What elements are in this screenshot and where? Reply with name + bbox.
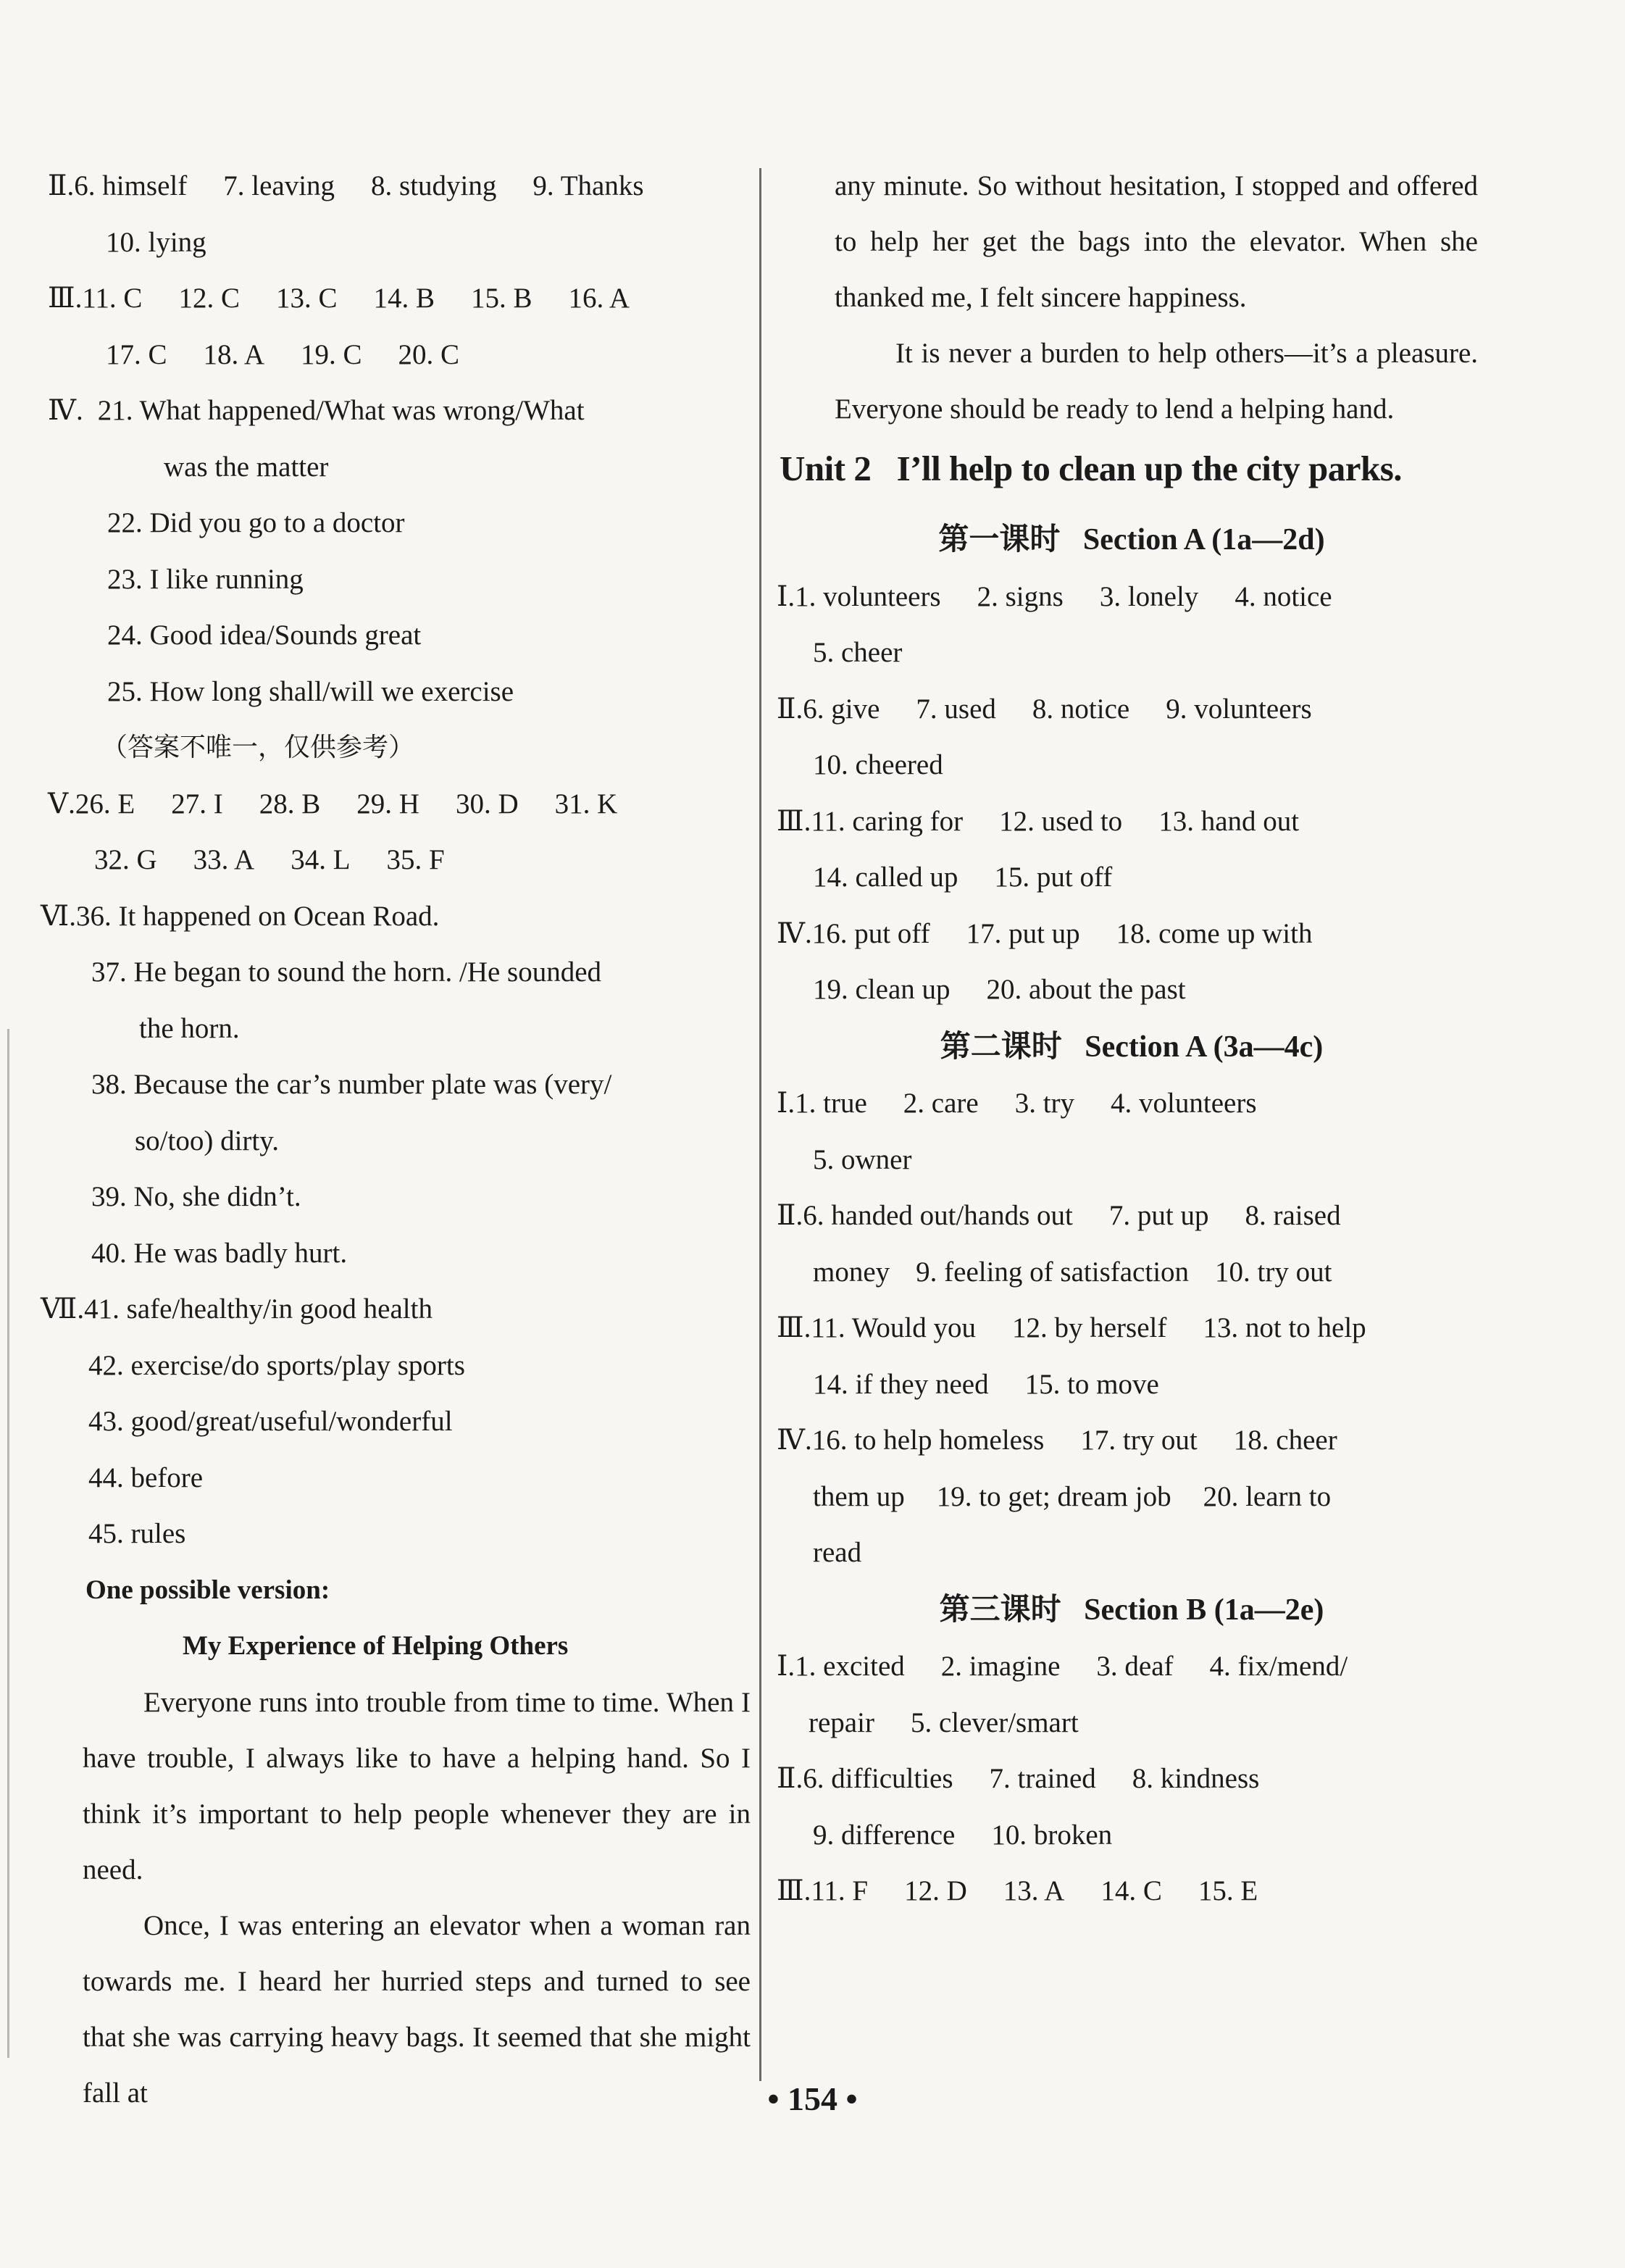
answer: 1. true: [795, 1088, 867, 1119]
answer: 13. A: [1003, 1875, 1065, 1906]
answer: 19. C: [301, 338, 362, 370]
answer: 11. C: [82, 283, 143, 314]
answer: 10. cheered: [813, 749, 943, 780]
answer: 6. himself: [74, 170, 188, 201]
lesson-cn: 第一课时: [938, 521, 1061, 556]
answer-row: [41, 158, 758, 214]
page-number: • 154 •: [767, 2080, 858, 2117]
answer: 15. B: [471, 283, 532, 314]
answer: 17. try out: [1080, 1425, 1198, 1456]
answer: 10. lying: [106, 226, 206, 258]
lesson-cn: 第三课时: [939, 1590, 1061, 1627]
answer: 16. A: [568, 283, 630, 314]
answer-row: [41, 327, 758, 383]
section-label: Ⅱ.: [777, 1200, 803, 1231]
answer: 20. learn to: [1203, 1480, 1332, 1512]
answer-note: （答案不唯一，仅供参考）: [101, 733, 415, 762]
answer: 18. cheer: [1233, 1425, 1337, 1456]
answer: repair: [809, 1706, 874, 1738]
answer: 14. called up: [813, 862, 958, 893]
section-label: Ⅳ.: [777, 1425, 812, 1456]
answer: 7. leaving: [223, 170, 335, 201]
answer-row: [769, 1244, 1494, 1301]
lesson-section: Section B (1a—2e): [1084, 1593, 1324, 1627]
answer: money: [813, 1256, 890, 1288]
answer: 11. Would you: [811, 1312, 976, 1343]
answer: 7. put up: [1108, 1200, 1209, 1231]
answer: 8. kindness: [1132, 1763, 1260, 1794]
lesson-section: Section A (1a—2d): [1082, 523, 1325, 556]
answer-row: [769, 569, 1494, 625]
answer-row: [41, 1225, 758, 1282]
answer: 3. lonely: [1099, 580, 1199, 612]
answer: 13. not to help: [1203, 1312, 1366, 1343]
answer: 37. He began to sound the horn. /He sounded: [91, 956, 602, 988]
answer: 5. owner: [813, 1143, 912, 1175]
answer-row: [41, 832, 758, 888]
answer: 25. How long shall/will we exercise: [107, 675, 514, 707]
answer-row: [769, 737, 1494, 793]
answer: 9. feeling of satisfaction: [916, 1256, 1190, 1288]
answer: 14. if they need: [813, 1368, 989, 1400]
answer-row: [41, 944, 758, 1001]
answer-row: [41, 214, 758, 271]
answer-row: [769, 1469, 1494, 1525]
answer: 3. try: [1014, 1088, 1075, 1119]
section-label: Ⅰ.: [777, 1088, 795, 1119]
answer: 17. put up: [966, 917, 1080, 949]
answer: 5. cheer: [813, 637, 903, 668]
answer-row: [769, 1695, 1494, 1751]
answer: 3. deaf: [1096, 1651, 1174, 1682]
answer: 15. E: [1198, 1875, 1258, 1906]
section-label: Ⅲ.: [777, 1312, 811, 1343]
left-column: [41, 158, 758, 2121]
answer: 2. imagine: [940, 1651, 1061, 1682]
answer: 12. D: [904, 1875, 967, 1906]
answer: 6. handed out/hands out: [803, 1200, 1073, 1231]
answer: 29. H: [356, 788, 419, 820]
answer: 8. notice: [1032, 693, 1130, 725]
answer: 35. F: [386, 844, 445, 875]
answer-row: [41, 1169, 758, 1225]
answer: 26. E: [75, 788, 135, 820]
answer-row: [769, 1412, 1494, 1469]
answer-row: [769, 1132, 1494, 1188]
answer: 12. C: [178, 283, 240, 314]
answer: 13. hand out: [1158, 805, 1300, 837]
answer: 9. difference: [813, 1819, 956, 1851]
answer: 18. A: [203, 338, 265, 370]
answer: 23. I like running: [107, 563, 304, 595]
answer: 21. What happened/What was wrong/What: [97, 395, 585, 426]
answer: 1. volunteers: [795, 580, 941, 612]
answer: 11. caring for: [811, 805, 964, 837]
answer: 28. B: [259, 788, 321, 820]
answer: 7. trained: [989, 1763, 1096, 1794]
section-label: Ⅱ.: [777, 693, 803, 725]
answer: so/too) dirty.: [135, 1125, 279, 1156]
answer-row: [769, 906, 1494, 962]
answer-row: [769, 1356, 1494, 1413]
answer: 15. put off: [994, 862, 1113, 893]
answer: 19. to get; dream job: [936, 1480, 1171, 1512]
answer: 13. C: [275, 283, 338, 314]
answer: 14. B: [373, 283, 435, 314]
answer-row: [769, 1300, 1494, 1356]
answer: 45. rules: [88, 1518, 186, 1549]
answer-row: [769, 625, 1494, 681]
answer: 22. Did you go to a doctor: [107, 507, 405, 538]
answer: 5. clever/smart: [910, 1706, 1079, 1738]
lesson-cn: 第二课时: [940, 1027, 1062, 1064]
answer-row: [41, 888, 758, 945]
answer-row: [769, 1188, 1494, 1244]
essay-paragraph: Once, I was entering an elevator when a woman ran towards me. I heard her hurried steps and turned to see that she was carrying heavy bags. It seemed that she might fall at: [83, 1909, 751, 2109]
answer: 44. before: [88, 1462, 204, 1493]
answer-row: [41, 664, 758, 720]
column-divider: [759, 168, 761, 2081]
section-label: Ⅰ.: [777, 1651, 795, 1682]
answer-row: [769, 1863, 1494, 1919]
answer-row: [769, 962, 1494, 1018]
answer-row: [769, 681, 1494, 738]
answer: 24. Good idea/Sounds great: [107, 620, 422, 651]
answer: 41. safe/healthy/in good health: [84, 1293, 433, 1325]
answer: 27. I: [171, 788, 223, 820]
answer: read: [813, 1537, 862, 1568]
answer-row: [41, 1393, 758, 1450]
section-label: Ⅴ.: [48, 788, 75, 820]
answer: 14. C: [1100, 1875, 1162, 1906]
answer: was the matter: [164, 451, 329, 483]
section-label: Ⅱ.: [777, 1763, 803, 1794]
essay-paragraph: Everyone runs into trouble from time to time. When I have trouble, I always like to have a helping hand. So I think it’s important to help people whenever they are in need.: [83, 1686, 751, 1885]
answer-row: [41, 439, 758, 496]
answer: 34. L: [291, 844, 351, 875]
answer: 7. used: [916, 693, 996, 725]
answer-row: [41, 495, 758, 551]
answer: 9. Thanks: [532, 170, 644, 201]
answer: 4. fix/mend/: [1209, 1651, 1348, 1682]
answer-row: [769, 1525, 1494, 1581]
answer: 33. A: [193, 844, 255, 875]
answer-row: [41, 551, 758, 608]
answer: 36. It happened on Ocean Road.: [75, 900, 440, 932]
answer: 8. studying: [371, 170, 497, 201]
version-label: One possible version:: [85, 1575, 330, 1605]
essay-paragraph: any minute. So without hesitation, I stopped and offered to help her get the bags into the elevator. When she thanked me, I felt sincere happiness.: [835, 170, 1478, 313]
answer: 6. difficulties: [803, 1763, 953, 1794]
answer-row: [41, 1056, 758, 1113]
answer: 4. volunteers: [1111, 1088, 1257, 1119]
answer-row: [41, 776, 758, 833]
answer: 43. good/great/useful/wonderful: [88, 1406, 453, 1437]
answer-row: [769, 1807, 1494, 1864]
answer: 12. used to: [999, 805, 1123, 837]
answer: 20. about the past: [986, 974, 1186, 1005]
answer-row: [41, 1506, 758, 1562]
answer: 15. to move: [1024, 1368, 1159, 1400]
answer: 18. come up with: [1116, 917, 1313, 949]
answer-row: [41, 1113, 758, 1170]
answer-row: [41, 270, 758, 327]
right-column: [769, 158, 1494, 1919]
answer: 39. No, she didn’t.: [91, 1181, 301, 1212]
answer: 1. excited: [795, 1651, 905, 1682]
answer: 16. to help homeless: [811, 1425, 1045, 1456]
answer: 11. F: [811, 1875, 869, 1906]
answer: 42. exercise/do sports/play sports: [88, 1349, 465, 1381]
section-label: Ⅲ.: [777, 805, 811, 837]
answer: 31. K: [554, 788, 618, 820]
lesson-heading: [769, 1581, 1494, 1639]
answer: 17. C: [106, 338, 167, 370]
answer-row: [769, 849, 1494, 906]
answer-row: [769, 793, 1494, 850]
answer: 2. signs: [977, 580, 1064, 612]
lesson-heading: [769, 511, 1494, 569]
section-label: Ⅲ.: [777, 1875, 811, 1906]
section-label: Ⅲ.: [48, 283, 83, 314]
answer-row: [41, 1281, 758, 1338]
answer: them up: [813, 1480, 905, 1512]
unit-title: Unit 2 I’ll help to clean up the city parks.: [780, 449, 1403, 488]
answer-row: [769, 1075, 1494, 1132]
answer: 38. Because the car’s number plate was (very/: [91, 1069, 612, 1100]
answer: 20. C: [398, 338, 460, 370]
answer: 9. volunteers: [1166, 693, 1312, 725]
section-label: Ⅵ.: [41, 900, 76, 932]
answer: 4. notice: [1235, 580, 1332, 612]
answer: 30. D: [455, 788, 519, 820]
section-label: Ⅶ.: [41, 1293, 85, 1325]
answer: 12. by herself: [1012, 1312, 1167, 1343]
margin-mark: [7, 1029, 9, 2058]
answer-row: [41, 1450, 758, 1506]
section-label: Ⅳ.: [777, 917, 812, 949]
answer-row: [769, 1751, 1494, 1807]
section-label: Ⅰ.: [777, 580, 795, 612]
answer: 19. clean up: [813, 974, 951, 1005]
answer: 40. He was badly hurt.: [91, 1237, 348, 1269]
answer: 6. give: [803, 693, 880, 725]
lesson-section: Section A (3a—4c): [1085, 1030, 1324, 1064]
answer-row: [41, 1001, 758, 1057]
essay-title: My Experience of Helping Others: [183, 1631, 569, 1661]
answer-row: [769, 1638, 1494, 1695]
lesson-heading: [769, 1018, 1494, 1076]
section-label: Ⅳ.: [48, 395, 83, 426]
answer: 2. care: [903, 1088, 979, 1119]
answer-row: [41, 1338, 758, 1394]
answer-row: [41, 607, 758, 664]
answer-row: [41, 383, 758, 439]
answer: 16. put off: [811, 917, 930, 949]
answer: 32. G: [94, 844, 157, 875]
answer: 8. raised: [1245, 1200, 1341, 1231]
answer: 10. broken: [991, 1819, 1113, 1851]
essay-paragraph: It is never a burden to help others—it’s a pleasure. Everyone should be ready to lend a helping hand.: [835, 338, 1478, 425]
answer: 10. try out: [1215, 1256, 1332, 1288]
answer: the horn.: [139, 1012, 240, 1044]
section-label: Ⅱ.: [48, 170, 75, 201]
